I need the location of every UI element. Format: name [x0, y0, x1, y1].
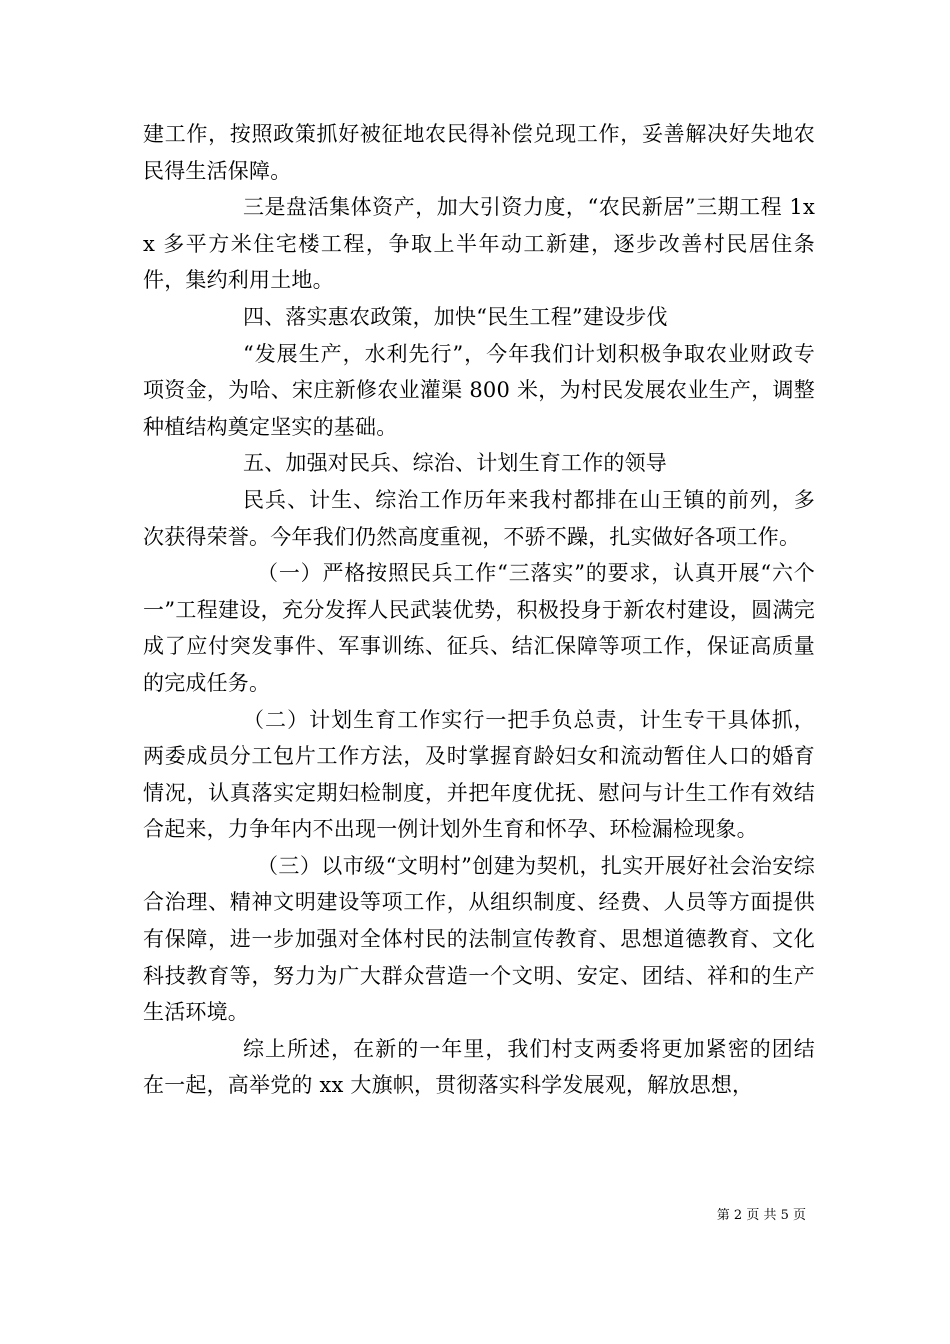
- paragraph-water-conservancy: “发展生产，水利先行”，今年我们计划积极争取农业财政专项资金，为哈、宋庄新修农业灌渠 800 米，为村民发展农业生产，调整种植结构奠定坚实的基础。: [143, 341, 815, 439]
- document-body: [143, 116, 815, 1104]
- paragraph-militia-overview: 民兵、计生、综治工作历年来我村都排在山王镇的前列，多次获得荣誉。今年我们仍然高度重视，不骄不躁，扎实做好各项工作。: [143, 487, 815, 549]
- page-number-footer: 第 2 页 共 5 页: [716, 1208, 806, 1223]
- paragraph-continuation: 建工作，按照政策抓好被征地农民得补偿兑现工作，妥善解决好失地农民得生活保障。: [143, 122, 815, 183]
- paragraph-item-three: （三）以市级“文明村”创建为契机，扎实开展好社会治安综合治理、精神文明建设等项工作，从组织制度、经费、人员等方面提供有保障，进一步加强对全体村民的法制宣传教育、思想道德教育、文化科技教育等，努力为广大群众营造一个文明、安定、团结、祥和的生产生活环境。: [143, 853, 815, 1025]
- paragraph-conclusion: 综上所述，在新的一年里，我们村支两委将更加紧密的团结在一起，高举党的 xx 大旗帜，贯彻落实科学发展观，解放思想，: [143, 1036, 815, 1098]
- paragraph-collective-assets: 三是盘活集体资产，加大引资力度，“农民新居”三期工程 1xx 多平方米住宅楼工程，争取上半年动工新建，逐步改善村民居住条件，集约利用土地。: [143, 195, 815, 293]
- section-heading-four: 四、落实惠农政策，加快“民生工程”建设步伐: [243, 304, 668, 329]
- paragraph-item-one: （一）严格按照民兵工作“三落实”的要求，认真开展“六个一”工程建设，充分发挥人民武装优势，积极投身于新农村建设，圆满完成了应付突发事件、军事训练、征兵、结汇保障等项工作，保证高质量的完成任务。: [143, 561, 815, 695]
- paragraph-item-two: （二）计划生育工作实行一把手负总责，计生专干具体抓，两委成员分工包片工作方法，及时掌握育龄妇女和流动暂住人口的婚育情况，认真落实定期妇检制度，并把年度优抚、慰问与计生工作有效结合起来，力争年内不出现一例计划外生育和怀孕、环检漏检现象。: [143, 707, 815, 842]
- section-heading-five: 五、加强对民兵、综治、计划生育工作的领导: [243, 451, 667, 476]
